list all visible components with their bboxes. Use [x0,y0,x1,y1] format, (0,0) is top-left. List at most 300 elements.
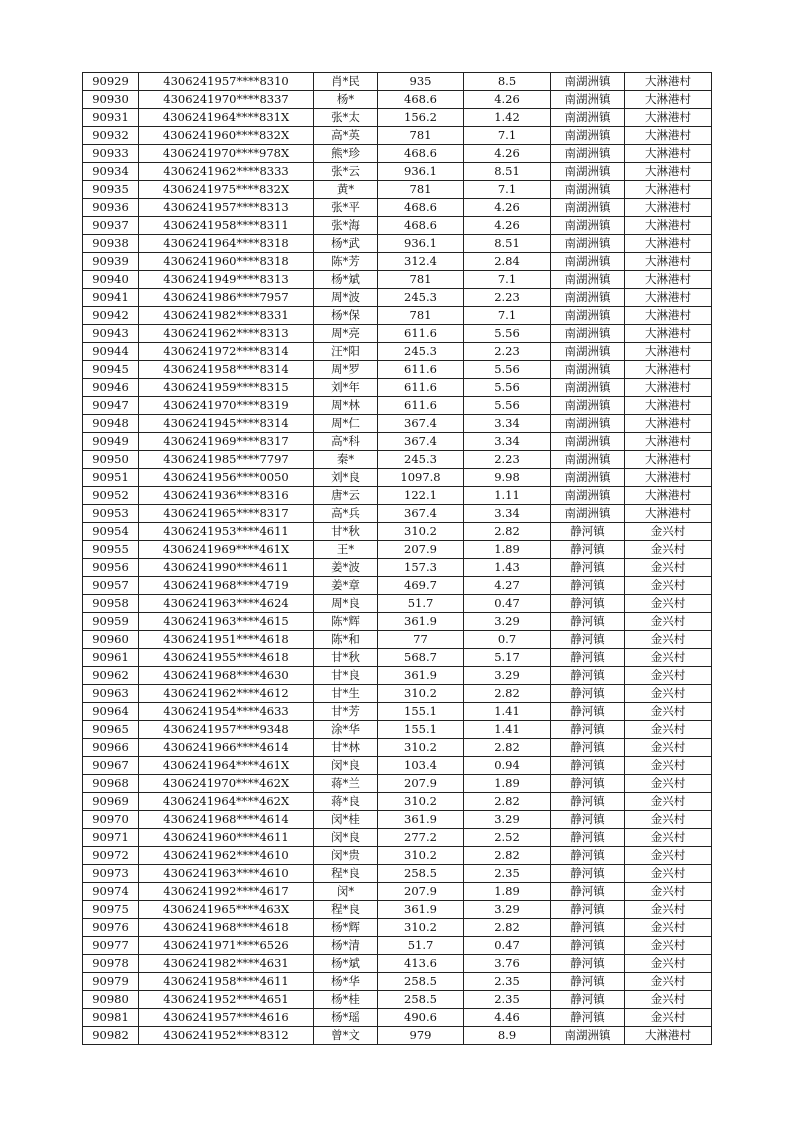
id-number-cell: 4306241964****462X [139,793,314,811]
serial-number-cell: 90955 [83,541,139,559]
area-cell: 2.82 [464,523,551,541]
table-row [83,289,712,307]
amount-cell: 936.1 [378,163,464,181]
town-cell: 南湖洲镇 [551,199,625,217]
area-cell: 3.34 [464,415,551,433]
village-cell: 大淋港村 [625,1027,712,1045]
serial-number-cell: 90966 [83,739,139,757]
id-number-cell: 4306241970****978X [139,145,314,163]
area-cell: 8.5 [464,73,551,91]
name-cell: 周*波 [314,289,378,307]
town-cell: 南湖洲镇 [551,181,625,199]
serial-number-cell: 90930 [83,91,139,109]
area-cell: 2.35 [464,865,551,883]
table-row [83,397,712,415]
name-cell: 杨*保 [314,307,378,325]
table-row [83,847,712,865]
village-cell: 金兴村 [625,937,712,955]
id-number-cell: 4306241964****461X [139,757,314,775]
subsidy-table [82,72,712,1045]
town-cell: 静河镇 [551,1009,625,1027]
serial-number-cell: 90975 [83,901,139,919]
serial-number-cell: 90972 [83,847,139,865]
village-cell: 大淋港村 [625,271,712,289]
area-cell: 1.11 [464,487,551,505]
id-number-cell: 4306241964****831X [139,109,314,127]
name-cell: 甘*林 [314,739,378,757]
town-cell: 南湖洲镇 [551,379,625,397]
table-row [83,685,712,703]
area-cell: 4.26 [464,91,551,109]
town-cell: 南湖洲镇 [551,145,625,163]
village-cell: 大淋港村 [625,469,712,487]
town-cell: 南湖洲镇 [551,217,625,235]
area-cell: 2.52 [464,829,551,847]
serial-number-cell: 90931 [83,109,139,127]
serial-number-cell: 90957 [83,577,139,595]
village-cell: 金兴村 [625,1009,712,1027]
area-cell: 1.41 [464,703,551,721]
id-number-cell: 4306241964****8318 [139,235,314,253]
town-cell: 南湖洲镇 [551,307,625,325]
serial-number-cell: 90968 [83,775,139,793]
id-number-cell: 4306241952****8312 [139,1027,314,1045]
table-row [83,523,712,541]
village-cell: 金兴村 [625,991,712,1009]
village-cell: 大淋港村 [625,163,712,181]
serial-number-cell: 90944 [83,343,139,361]
id-number-cell: 4306241945****8314 [139,415,314,433]
amount-cell: 207.9 [378,883,464,901]
name-cell: 蒋*良 [314,793,378,811]
serial-number-cell: 90942 [83,307,139,325]
id-number-cell: 4306241963****4615 [139,613,314,631]
town-cell: 静河镇 [551,775,625,793]
amount-cell: 207.9 [378,775,464,793]
serial-number-cell: 90932 [83,127,139,145]
village-cell: 大淋港村 [625,343,712,361]
name-cell: 周*林 [314,397,378,415]
area-cell: 2.82 [464,793,551,811]
village-cell: 大淋港村 [625,235,712,253]
id-number-cell: 4306241958****8311 [139,217,314,235]
id-number-cell: 4306241959****8315 [139,379,314,397]
village-cell: 大淋港村 [625,91,712,109]
village-cell: 大淋港村 [625,361,712,379]
name-cell: 周*仁 [314,415,378,433]
village-cell: 大淋港村 [625,217,712,235]
area-cell: 4.26 [464,199,551,217]
area-cell: 1.89 [464,775,551,793]
village-cell: 大淋港村 [625,199,712,217]
table-row [83,325,712,343]
serial-number-cell: 90946 [83,379,139,397]
amount-cell: 312.4 [378,253,464,271]
name-cell: 杨* [314,91,378,109]
area-cell: 8.9 [464,1027,551,1045]
amount-cell: 245.3 [378,343,464,361]
town-cell: 南湖洲镇 [551,487,625,505]
name-cell: 杨*华 [314,973,378,991]
name-cell: 高*英 [314,127,378,145]
village-cell: 大淋港村 [625,379,712,397]
id-number-cell: 4306241949****8313 [139,271,314,289]
town-cell: 静河镇 [551,757,625,775]
table-row [83,253,712,271]
id-number-cell: 4306241952****4651 [139,991,314,1009]
area-cell: 3.29 [464,901,551,919]
serial-number-cell: 90974 [83,883,139,901]
name-cell: 张*海 [314,217,378,235]
town-cell: 南湖洲镇 [551,235,625,253]
area-cell: 9.98 [464,469,551,487]
serial-number-cell: 90967 [83,757,139,775]
area-cell: 4.26 [464,145,551,163]
amount-cell: 568.7 [378,649,464,667]
table-row [83,235,712,253]
id-number-cell: 4306241958****8314 [139,361,314,379]
name-cell: 杨*斌 [314,271,378,289]
serial-number-cell: 90959 [83,613,139,631]
name-cell: 陈*辉 [314,613,378,631]
id-number-cell: 4306241957****4616 [139,1009,314,1027]
area-cell: 4.27 [464,577,551,595]
village-cell: 金兴村 [625,829,712,847]
table-row [83,343,712,361]
amount-cell: 361.9 [378,613,464,631]
serial-number-cell: 90943 [83,325,139,343]
id-number-cell: 4306241962****4610 [139,847,314,865]
id-number-cell: 4306241963****4610 [139,865,314,883]
amount-cell: 155.1 [378,721,464,739]
amount-cell: 155.1 [378,703,464,721]
serial-number-cell: 90940 [83,271,139,289]
serial-number-cell: 90929 [83,73,139,91]
table-row [83,379,712,397]
id-number-cell: 4306241962****8333 [139,163,314,181]
area-cell: 0.47 [464,937,551,955]
id-number-cell: 4306241986****7957 [139,289,314,307]
amount-cell: 207.9 [378,541,464,559]
town-cell: 南湖洲镇 [551,469,625,487]
serial-number-cell: 90939 [83,253,139,271]
amount-cell: 310.2 [378,739,464,757]
name-cell: 熊*珍 [314,145,378,163]
name-cell: 刘*良 [314,469,378,487]
village-cell: 金兴村 [625,667,712,685]
area-cell: 7.1 [464,127,551,145]
town-cell: 静河镇 [551,883,625,901]
name-cell: 秦* [314,451,378,469]
name-cell: 闵* [314,883,378,901]
area-cell: 2.23 [464,289,551,307]
amount-cell: 490.6 [378,1009,464,1027]
area-cell: 7.1 [464,307,551,325]
name-cell: 杨*辉 [314,919,378,937]
name-cell: 杨*瑶 [314,1009,378,1027]
id-number-cell: 4306241958****4611 [139,973,314,991]
serial-number-cell: 90977 [83,937,139,955]
table-row [83,127,712,145]
area-cell: 4.26 [464,217,551,235]
area-cell: 5.17 [464,649,551,667]
town-cell: 静河镇 [551,685,625,703]
amount-cell: 310.2 [378,919,464,937]
id-number-cell: 4306241955****4618 [139,649,314,667]
area-cell: 3.34 [464,505,551,523]
town-cell: 南湖洲镇 [551,289,625,307]
area-cell: 8.51 [464,163,551,181]
name-cell: 姜*章 [314,577,378,595]
serial-number-cell: 90933 [83,145,139,163]
amount-cell: 245.3 [378,289,464,307]
town-cell: 静河镇 [551,649,625,667]
amount-cell: 611.6 [378,379,464,397]
village-cell: 大淋港村 [625,325,712,343]
name-cell: 甘*良 [314,667,378,685]
name-cell: 陈*和 [314,631,378,649]
serial-number-cell: 90952 [83,487,139,505]
id-number-cell: 4306241990****4611 [139,559,314,577]
village-cell: 大淋港村 [625,127,712,145]
village-cell: 金兴村 [625,811,712,829]
id-number-cell: 4306241962****4612 [139,685,314,703]
town-cell: 南湖洲镇 [551,361,625,379]
table-row [83,973,712,991]
table-row [83,307,712,325]
town-cell: 南湖洲镇 [551,451,625,469]
serial-number-cell: 90978 [83,955,139,973]
table-row [83,559,712,577]
area-cell: 4.46 [464,1009,551,1027]
town-cell: 南湖洲镇 [551,433,625,451]
amount-cell: 611.6 [378,361,464,379]
id-number-cell: 4306241965****463X [139,901,314,919]
amount-cell: 258.5 [378,991,464,1009]
name-cell: 甘*生 [314,685,378,703]
town-cell: 静河镇 [551,613,625,631]
name-cell: 程*良 [314,865,378,883]
town-cell: 南湖洲镇 [551,325,625,343]
id-number-cell: 4306241957****9348 [139,721,314,739]
table-row [83,433,712,451]
table-row [83,217,712,235]
area-cell: 2.82 [464,847,551,865]
village-cell: 大淋港村 [625,307,712,325]
village-cell: 金兴村 [625,541,712,559]
area-cell: 2.84 [464,253,551,271]
amount-cell: 361.9 [378,667,464,685]
table-row [83,361,712,379]
serial-number-cell: 90950 [83,451,139,469]
town-cell: 静河镇 [551,919,625,937]
name-cell: 杨*斌 [314,955,378,973]
serial-number-cell: 90953 [83,505,139,523]
amount-cell: 310.2 [378,793,464,811]
village-cell: 大淋港村 [625,415,712,433]
village-cell: 金兴村 [625,919,712,937]
serial-number-cell: 90980 [83,991,139,1009]
village-cell: 大淋港村 [625,487,712,505]
village-cell: 金兴村 [625,685,712,703]
village-cell: 金兴村 [625,739,712,757]
name-cell: 闵*贵 [314,847,378,865]
area-cell: 1.43 [464,559,551,577]
amount-cell: 77 [378,631,464,649]
id-number-cell: 4306241969****461X [139,541,314,559]
name-cell: 曾*文 [314,1027,378,1045]
table-row [83,721,712,739]
amount-cell: 157.3 [378,559,464,577]
serial-number-cell: 90935 [83,181,139,199]
serial-number-cell: 90976 [83,919,139,937]
town-cell: 静河镇 [551,829,625,847]
name-cell: 闵*良 [314,757,378,775]
table-row [83,541,712,559]
name-cell: 杨*清 [314,937,378,955]
name-cell: 张*平 [314,199,378,217]
village-cell: 金兴村 [625,523,712,541]
town-cell: 南湖洲镇 [551,415,625,433]
id-number-cell: 4306241972****8314 [139,343,314,361]
village-cell: 金兴村 [625,595,712,613]
village-cell: 金兴村 [625,793,712,811]
town-cell: 南湖洲镇 [551,73,625,91]
serial-number-cell: 90956 [83,559,139,577]
amount-cell: 310.2 [378,685,464,703]
amount-cell: 51.7 [378,937,464,955]
area-cell: 8.51 [464,235,551,253]
name-cell: 刘*年 [314,379,378,397]
id-number-cell: 4306241968****4630 [139,667,314,685]
table-row [83,199,712,217]
amount-cell: 367.4 [378,433,464,451]
table-row [83,991,712,1009]
id-number-cell: 4306241971****6526 [139,937,314,955]
serial-number-cell: 90970 [83,811,139,829]
area-cell: 2.82 [464,739,551,757]
town-cell: 静河镇 [551,865,625,883]
table-row [83,163,712,181]
id-number-cell: 4306241982****8331 [139,307,314,325]
village-cell: 大淋港村 [625,145,712,163]
amount-cell: 935 [378,73,464,91]
area-cell: 3.29 [464,613,551,631]
name-cell: 周*良 [314,595,378,613]
table-row [83,703,712,721]
town-cell: 静河镇 [551,559,625,577]
town-cell: 南湖洲镇 [551,127,625,145]
town-cell: 南湖洲镇 [551,505,625,523]
table-row [83,271,712,289]
id-number-cell: 4306241953****4611 [139,523,314,541]
id-number-cell: 4306241970****8319 [139,397,314,415]
table-row [83,829,712,847]
town-cell: 南湖洲镇 [551,1027,625,1045]
amount-cell: 468.6 [378,145,464,163]
area-cell: 1.42 [464,109,551,127]
amount-cell: 310.2 [378,523,464,541]
town-cell: 静河镇 [551,991,625,1009]
name-cell: 周*亮 [314,325,378,343]
area-cell: 3.29 [464,811,551,829]
village-cell: 大淋港村 [625,109,712,127]
id-number-cell: 4306241975****832X [139,181,314,199]
village-cell: 金兴村 [625,883,712,901]
serial-number-cell: 90958 [83,595,139,613]
name-cell: 高*兵 [314,505,378,523]
table-row [83,505,712,523]
serial-number-cell: 90973 [83,865,139,883]
area-cell: 2.82 [464,685,551,703]
village-cell: 大淋港村 [625,73,712,91]
town-cell: 南湖洲镇 [551,91,625,109]
area-cell: 2.82 [464,919,551,937]
area-cell: 1.89 [464,541,551,559]
table-row [83,883,712,901]
amount-cell: 781 [378,307,464,325]
amount-cell: 245.3 [378,451,464,469]
amount-cell: 367.4 [378,505,464,523]
serial-number-cell: 90981 [83,1009,139,1027]
amount-cell: 611.6 [378,325,464,343]
id-number-cell: 4306241936****8316 [139,487,314,505]
table-row [83,415,712,433]
table-row [83,649,712,667]
id-number-cell: 4306241968****4719 [139,577,314,595]
amount-cell: 469.7 [378,577,464,595]
town-cell: 静河镇 [551,937,625,955]
id-number-cell: 4306241970****8337 [139,91,314,109]
name-cell: 唐*云 [314,487,378,505]
name-cell: 汪*阳 [314,343,378,361]
table-row [83,757,712,775]
table-row [83,901,712,919]
table-row [83,865,712,883]
serial-number-cell: 90934 [83,163,139,181]
area-cell: 2.23 [464,451,551,469]
town-cell: 南湖洲镇 [551,343,625,361]
village-cell: 金兴村 [625,613,712,631]
name-cell: 张*云 [314,163,378,181]
name-cell: 周*罗 [314,361,378,379]
id-number-cell: 4306241960****832X [139,127,314,145]
table-row [83,577,712,595]
area-cell: 5.56 [464,379,551,397]
id-number-cell: 4306241956****0050 [139,469,314,487]
id-number-cell: 4306241968****4618 [139,919,314,937]
table-row [83,469,712,487]
name-cell: 甘*秋 [314,649,378,667]
name-cell: 蒋*兰 [314,775,378,793]
serial-number-cell: 90941 [83,289,139,307]
village-cell: 金兴村 [625,847,712,865]
town-cell: 南湖洲镇 [551,253,625,271]
amount-cell: 468.6 [378,217,464,235]
village-cell: 大淋港村 [625,451,712,469]
amount-cell: 936.1 [378,235,464,253]
amount-cell: 361.9 [378,811,464,829]
village-cell: 金兴村 [625,721,712,739]
amount-cell: 781 [378,127,464,145]
serial-number-cell: 90960 [83,631,139,649]
name-cell: 杨*桂 [314,991,378,1009]
serial-number-cell: 90947 [83,397,139,415]
table-row [83,631,712,649]
village-cell: 大淋港村 [625,253,712,271]
table-body [83,73,712,1045]
id-number-cell: 4306241982****4631 [139,955,314,973]
